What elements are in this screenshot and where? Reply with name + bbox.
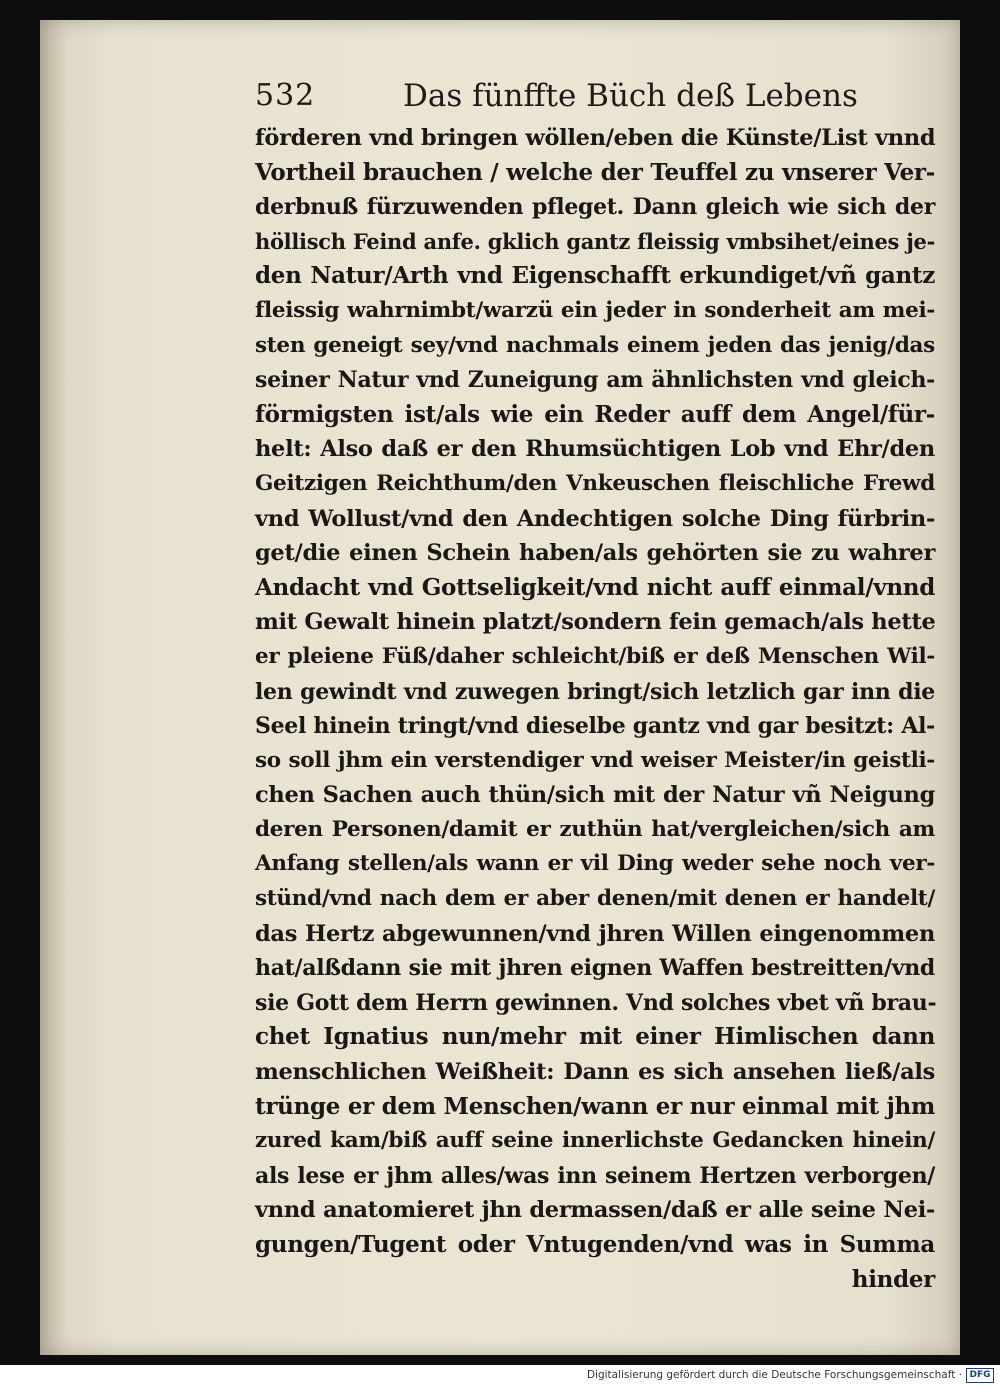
text-line: sie Gott dem Herrn gewinnen. Vnd solches vbet vñ brau- xyxy=(255,989,937,1016)
text-line: gungen/Tugent oder Vntugenden/vnd was in Summa xyxy=(255,1231,935,1258)
text-line: das Hertz abgewunnen/vnd jhren Willen eingenommen xyxy=(255,920,935,947)
text-line: mit Gewalt hinein platzt/sondern fein gemach/als hette xyxy=(255,609,936,636)
text-line: er pleiene Füß/daher schleicht/biß er deß Menschen Wil- xyxy=(255,643,935,669)
page-number: 532 xyxy=(255,78,316,113)
text-line: Vortheil brauchen / welche der Teuffel zu vnserer Ver- xyxy=(255,158,935,186)
text-line: förmigsten ist/als wie ein Reder auff dem Angel/für- xyxy=(255,400,935,428)
footer-bar xyxy=(0,1365,1000,1387)
text-line: hat/alßdann sie mit jhren eignen Waffen bestreitten/vnd xyxy=(255,955,935,982)
text-line: helt: Also daß er den Rhumsüchtigen Lob vnd Ehr/den xyxy=(255,436,935,463)
catchword: hinder xyxy=(851,1265,935,1293)
dfg-logo: DFG xyxy=(966,1368,994,1383)
text-line: so soll jhm ein verstendiger vnd weiser Meister/in geistli- xyxy=(255,747,935,773)
text-line: den Natur/Arth vnd Eigenschafft erkundiget/vñ gantz xyxy=(255,262,935,290)
text-line: als lese er jhm alles/was inn seinem Hertzen verborgen/ xyxy=(255,1162,935,1189)
text-line: höllisch Feind anfe. gklich gantz fleissig vmbsihet/eines je- xyxy=(255,228,935,254)
text-line: vnd Wollust/vnd den Andechtigen solche Ding fürbrin- xyxy=(255,505,935,532)
text-line: Geitzigen Reichthum/den Vnkeuschen fleischliche Frewd xyxy=(255,470,935,496)
text-line: chen Sachen auch thün/sich mit der Natur vñ Neigung xyxy=(255,782,935,809)
text-line: derbnuß fürzuwenden pfleget. Dann gleich wie sich der xyxy=(255,194,935,221)
text-line: seiner Natur vnd Zuneigung am ähnlichsten vnd gleich- xyxy=(255,367,935,394)
text-line: Andacht vnd Gottseligkeit/vnd nicht auff einmal/vnnd xyxy=(255,573,935,601)
text-line: fleissig wahrnimbt/warzü ein jeder in sonderheit am mei- xyxy=(255,297,935,323)
text-line: vnnd anatomieret jhn dermassen/daß er alle seine Nei- xyxy=(255,1197,935,1224)
text-line: stünd/vnd nach dem er aber denen/mit denen er handelt/ xyxy=(255,886,935,912)
text-line: Anfang stellen/als wann er vil Ding weder sehe noch ver- xyxy=(255,851,935,877)
text-line: sten geneigt sey/vnd nachmals einem jeden das jenig/das xyxy=(255,332,935,358)
text-line: len gewindt vnd zuwegen bringt/sich letzlich gar inn die xyxy=(255,678,935,705)
text-line: deren Personen/damit er zuthün hat/vergleichen/sich am xyxy=(255,816,935,842)
text-line: chet Ignatius nun/mehr mit einer Himlischen dann xyxy=(255,1023,935,1051)
text-line: Seel hinein tringt/vnd dieselbe gantz vnd gar besitzt: Al- xyxy=(255,713,935,740)
page-header xyxy=(255,78,858,118)
text-body xyxy=(255,121,935,1297)
funding-credit: Digitalisierung gefördert durch die Deutsche Forschungsgemeinschaft · xyxy=(586,1369,962,1381)
text-line: get/die einen Schein haben/als gehörten sie zu wahrer xyxy=(255,540,935,567)
text-line: menschlichen Weißheit: Dann es sich ansehen ließ/als xyxy=(255,1059,935,1086)
text-line: förderen vnd bringen wöllen/eben die Künste/List vnnd xyxy=(255,125,936,151)
text-line: zured kam/biß auff seine innerlichste Gedancken hinein/ xyxy=(255,1128,935,1154)
running-head: Das fünffte Büch deß Lebens xyxy=(403,78,858,114)
text-line: trünge er dem Menschen/wann er nur einmal mit jhm xyxy=(255,1092,935,1120)
